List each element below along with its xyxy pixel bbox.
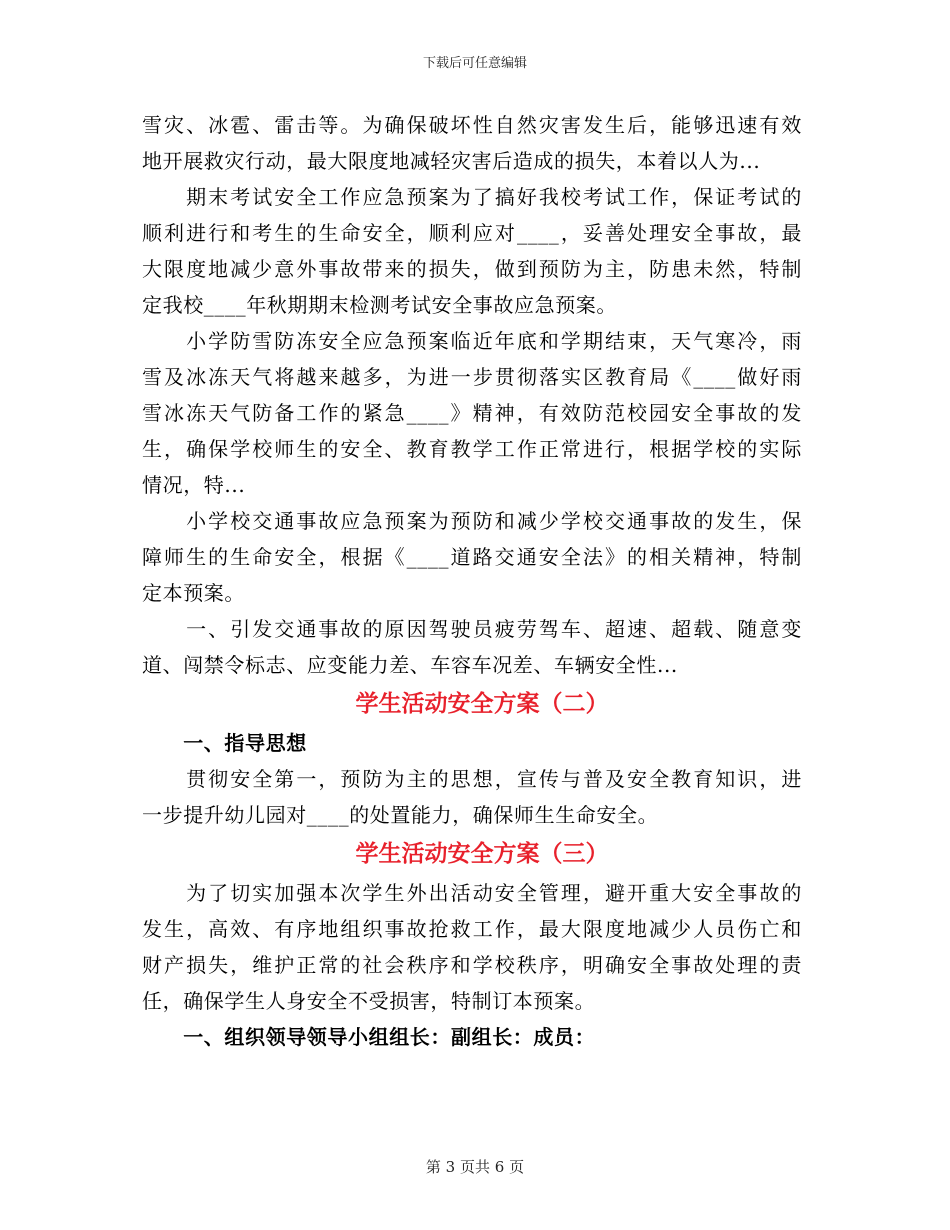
text-line: 顺利进行和考生的生命安全，顺利应对____，妥善处理安全事故，最 bbox=[142, 221, 802, 245]
text-line: 贯彻安全第一，预防为主的思想，宣传与普及安全教育知识，进 bbox=[142, 767, 802, 791]
text-line: 定本预案。 bbox=[142, 581, 245, 605]
text-line: 一步提升幼儿园对____的处置能力，确保师生生命安全。 bbox=[142, 803, 659, 827]
paragraph bbox=[142, 761, 802, 833]
page-header: 下载后可任意编辑 bbox=[422, 56, 527, 71]
text-line: 雪冰冻天气防备工作的紧急____》精神，有效防范校园安全事故的发 bbox=[142, 401, 802, 425]
text-line: 大限度地减少意外事故带来的损失，做到预防为主，防患未然，特制 bbox=[142, 257, 802, 281]
text-line: 情况，特... bbox=[142, 473, 246, 497]
paragraph bbox=[142, 323, 802, 503]
text-line: 一、引发交通事故的原因驾驶员疲劳驾车、超速、超载、随意变 bbox=[142, 617, 802, 641]
text-line: 为了切实加强本次学生外出活动安全管理，避开重大安全事故的 bbox=[142, 881, 802, 905]
subheading: 一、组织领导领导小组组长：副组长：成员： bbox=[142, 1025, 596, 1049]
text-line: 财产损失，维护正常的社会秩序和学校秩序，明确安全事故处理的责 bbox=[142, 953, 802, 977]
text-line: 雪及冰冻天气将越来越多，为进一步贯彻落实区教育局《____做好雨 bbox=[142, 365, 802, 389]
text-line: 生，确保学校师生的安全、教育教学工作正常进行，根据学校的实际 bbox=[142, 437, 802, 461]
text-line: 小学防雪防冻安全应急预案临近年底和学期结束，天气寒冷，雨 bbox=[142, 329, 802, 353]
paragraph bbox=[142, 179, 802, 323]
paragraph bbox=[142, 503, 802, 611]
paragraph bbox=[142, 875, 802, 1019]
text-line: 雪灾、冰雹、雷击等。为确保破坏性自然灾害发生后，能够迅速有效 bbox=[142, 113, 802, 137]
page-number-footer: 第 3 页共 6 页 bbox=[425, 1158, 525, 1176]
section-heading: 学生活动安全方案（二） bbox=[355, 691, 609, 717]
paragraph bbox=[142, 611, 802, 683]
paragraph bbox=[142, 107, 802, 179]
text-line: 障师生的生命安全，根据《____道路交通安全法》的相关精神，特制 bbox=[142, 545, 802, 569]
text-line: 期末考试安全工作应急预案为了搞好我校考试工作，保证考试的 bbox=[142, 185, 802, 209]
text-line: 定我校____年秋期期末检测考试安全事故应急预案。 bbox=[142, 293, 617, 317]
text-line: 地开展救灾行动，最大限度地减轻灾害后造成的损失，本着以人为... bbox=[142, 149, 761, 173]
section-heading: 学生活动安全方案（三） bbox=[355, 841, 609, 867]
document-body bbox=[142, 107, 802, 1055]
text-line: 小学校交通事故应急预案为预防和减少学校交通事故的发生，保 bbox=[142, 509, 802, 533]
subheading: 一、指导思想 bbox=[142, 731, 307, 755]
text-line: 道、闯禁令标志、应变能力差、车容车况差、车辆安全性... bbox=[142, 653, 678, 677]
text-line: 任，确保学生人身安全不受损害，特制订本预案。 bbox=[142, 989, 596, 1013]
text-line: 发生，高效、有序地组织事故抢救工作，最大限度地减少人员伤亡和 bbox=[142, 917, 802, 941]
